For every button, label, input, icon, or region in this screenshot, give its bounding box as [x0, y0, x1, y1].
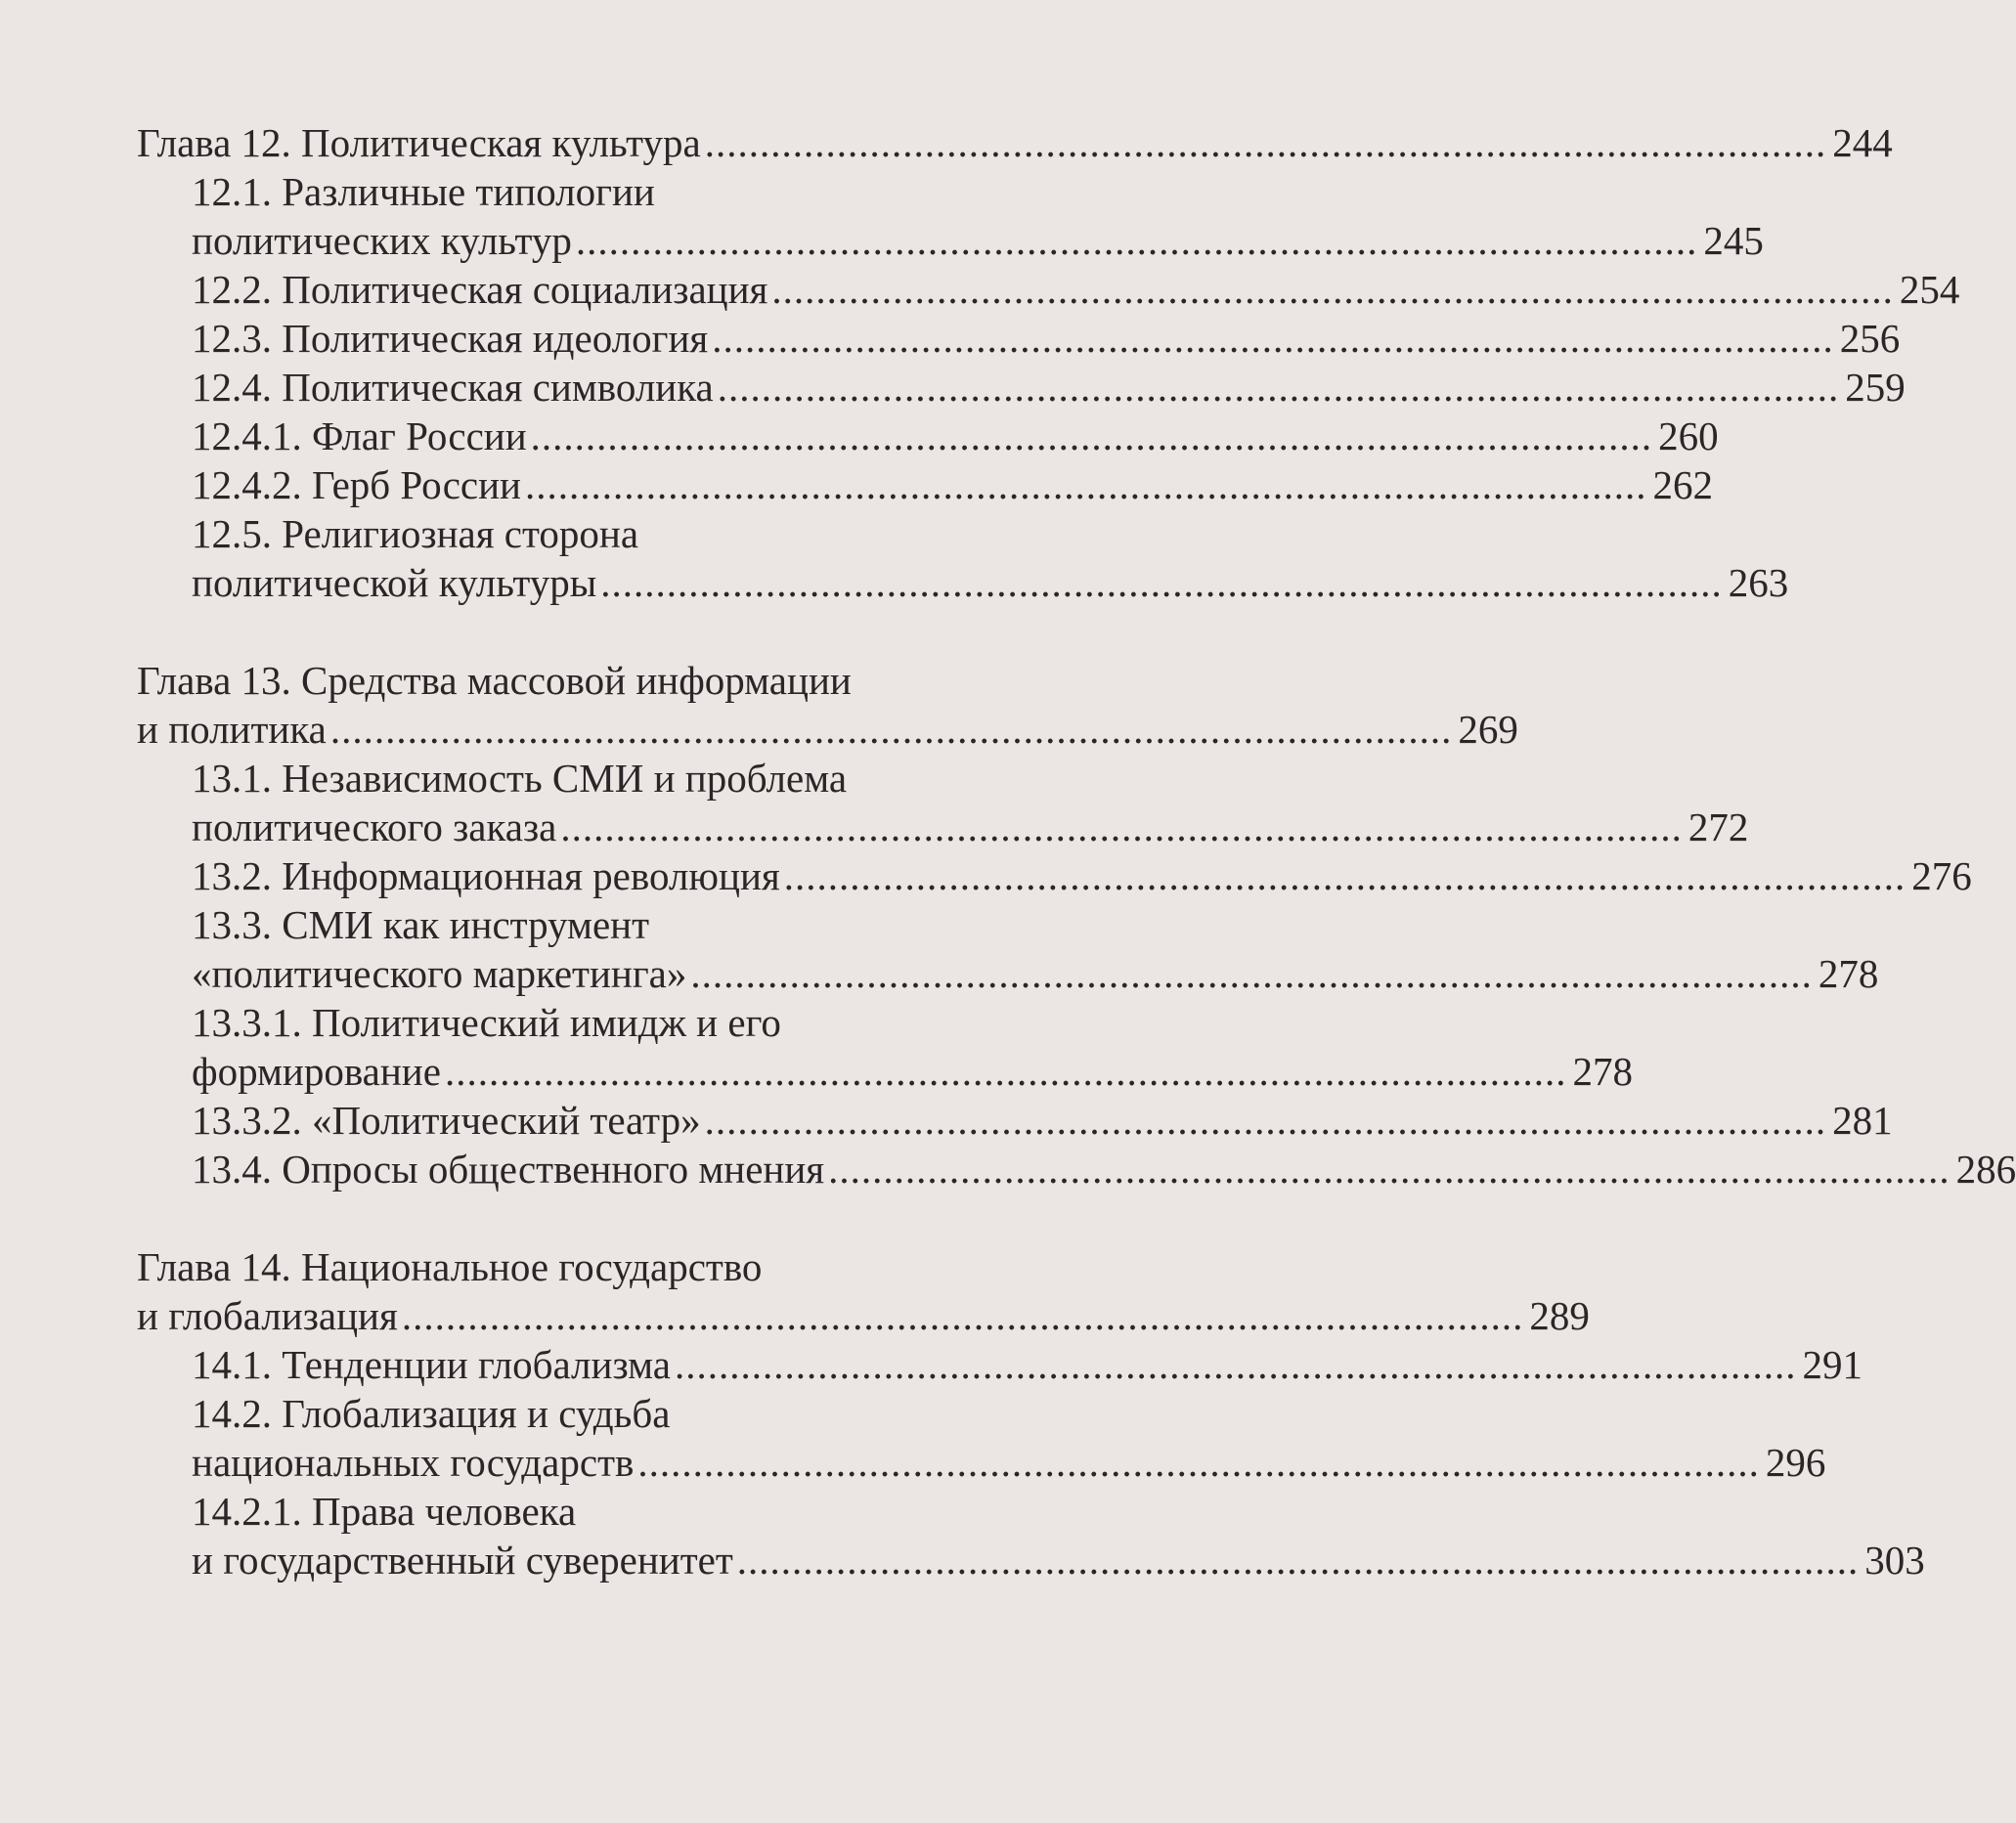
leader-dots: ...................................................................................................... [704, 1098, 1827, 1143]
section-title: политической культуры [192, 560, 597, 605]
leader-dots: ...................................................................................................... [704, 120, 1827, 165]
chapter-12 [137, 118, 1960, 607]
chapter-title: Глава 12. Политическая культура [137, 120, 701, 165]
toc-entry-13-3-2 [137, 1096, 1893, 1145]
section-title: 13.3.2. «Политический театр» [192, 1098, 701, 1143]
leader-dots: ...................................................................................................... [771, 267, 1894, 312]
toc-entry-chapter-14 [137, 1242, 1029, 1291]
toc-entry-12-4-2 [137, 460, 1713, 509]
leader-dots: ...................................................................................................... [736, 1538, 1860, 1583]
leader-dots: ...................................................................................................... [524, 462, 1647, 507]
section-title: 13.1. Независимость СМИ и проблема [192, 756, 848, 801]
toc-entry-chapter-13-cont [137, 705, 1518, 754]
page-number: 244 [1832, 120, 1893, 165]
leader-dots: ...................................................................................................... [712, 316, 1834, 361]
page-number: 259 [1845, 365, 1906, 410]
toc-entry-12-1 [137, 167, 1029, 216]
page-number: 272 [1687, 804, 1749, 849]
toc-entry-13-3 [137, 900, 1029, 949]
leader-dots: ...................................................................................................... [444, 1049, 1567, 1094]
page-number: 262 [1652, 462, 1713, 507]
toc-entry-13-2 [137, 851, 1972, 900]
leader-dots: ...................................................................................................... [329, 707, 1453, 752]
page-number: 303 [1864, 1538, 1925, 1583]
toc-entry-14-2-cont [137, 1438, 1826, 1487]
page-number: 281 [1832, 1098, 1893, 1143]
toc-entry-12-5-cont [137, 558, 1789, 607]
section-title: 14.1. Тенденции глобализма [192, 1342, 671, 1387]
chapter-title: и политика [137, 707, 327, 752]
page-number: 276 [1911, 853, 1972, 898]
section-title: 14.2.1. Права человека [192, 1489, 577, 1534]
section-title: 12.4.1. Флаг России [192, 413, 527, 458]
section-title: и государственный суверенитет [192, 1538, 733, 1583]
toc-entry-12-2 [137, 265, 1960, 314]
section-title: национальных государств [192, 1440, 635, 1485]
leader-dots: ...................................................................................................... [560, 804, 1683, 849]
leader-dots: ...................................................................................................... [401, 1293, 1524, 1338]
toc-entry-14-1 [137, 1340, 1863, 1389]
page-number: 256 [1839, 316, 1901, 361]
toc-entry-13-4 [137, 1145, 2016, 1194]
toc-entry-13-3-1 [137, 998, 1029, 1047]
page-number: 260 [1658, 413, 1719, 458]
section-title: 12.5. Религиозная сторона [192, 511, 639, 556]
page-number: 286 [1955, 1147, 2016, 1192]
leader-dots: ...................................................................................................... [828, 1147, 1950, 1192]
leader-dots: ...................................................................................................... [717, 365, 1840, 410]
section-title: формирование [192, 1049, 441, 1094]
section-title: 14.2. Глобализация и судьба [192, 1391, 671, 1436]
page-number: 278 [1818, 951, 1879, 996]
chapter-13 [137, 656, 2016, 1194]
toc-entry-13-1 [137, 754, 1029, 803]
section-title: 13.2. Информационная революция [192, 853, 780, 898]
toc-entry-12-4-1 [137, 412, 1719, 460]
leader-dots: ...................................................................................................... [637, 1440, 1760, 1485]
section-title: 12.3. Политическая идеология [192, 316, 709, 361]
chapter-title: Глава 13. Средства массовой информации [137, 658, 852, 703]
leader-dots: ...................................................................................................... [690, 951, 1813, 996]
leader-dots: ...................................................................................................... [674, 1342, 1797, 1387]
toc-entry-chapter-12 [137, 118, 1893, 167]
toc-entry-13-3-cont [137, 949, 1879, 998]
toc-entry-14-2-1-cont [137, 1536, 1925, 1584]
section-title: 12.1. Различные типологии [192, 169, 655, 214]
page-number: 263 [1728, 560, 1789, 605]
page-number: 278 [1572, 1049, 1633, 1094]
chapter-14 [137, 1242, 1925, 1584]
page-number: 245 [1703, 218, 1764, 263]
leader-dots: ...................................................................................................... [600, 560, 1723, 605]
toc-entry-12-1-cont [137, 216, 1764, 265]
toc-entry-14-2 [137, 1389, 1029, 1438]
toc-entry-13-3-1-cont [137, 1047, 1633, 1096]
section-title: «политического маркетинга» [192, 951, 687, 996]
page-number: 289 [1529, 1293, 1590, 1338]
page-number: 254 [1899, 267, 1960, 312]
toc-entry-13-1-cont [137, 803, 1749, 851]
section-title: политических культур [192, 218, 572, 263]
section-title: 12.4. Политическая символика [192, 365, 714, 410]
chapter-title: и глобализация [137, 1293, 398, 1338]
page-number: 269 [1458, 707, 1518, 752]
section-title: политического заказа [192, 804, 557, 849]
toc-entry-12-4 [137, 363, 1906, 412]
section-title: 13.4. Опросы общественного мнения [192, 1147, 825, 1192]
section-title: 13.3.1. Политический имидж и его [192, 1000, 781, 1045]
leader-dots: ...................................................................................................... [575, 218, 1698, 263]
leader-dots: ...................................................................................................... [530, 413, 1653, 458]
toc-entry-12-3 [137, 314, 1901, 363]
page-number: 291 [1802, 1342, 1863, 1387]
section-title: 12.2. Политическая социализация [192, 267, 768, 312]
toc-entry-14-2-1 [137, 1487, 1029, 1536]
leader-dots: ...................................................................................................... [783, 853, 1906, 898]
page-number: 296 [1765, 1440, 1826, 1485]
toc-entry-chapter-13 [137, 656, 1029, 705]
chapter-title: Глава 14. Национальное государство [137, 1244, 763, 1289]
section-title: 13.3. СМИ как инструмент [192, 902, 649, 947]
toc-entry-12-5 [137, 509, 1029, 558]
toc-entry-chapter-14-cont [137, 1291, 1590, 1340]
section-title: 12.4.2. Герб России [192, 462, 521, 507]
